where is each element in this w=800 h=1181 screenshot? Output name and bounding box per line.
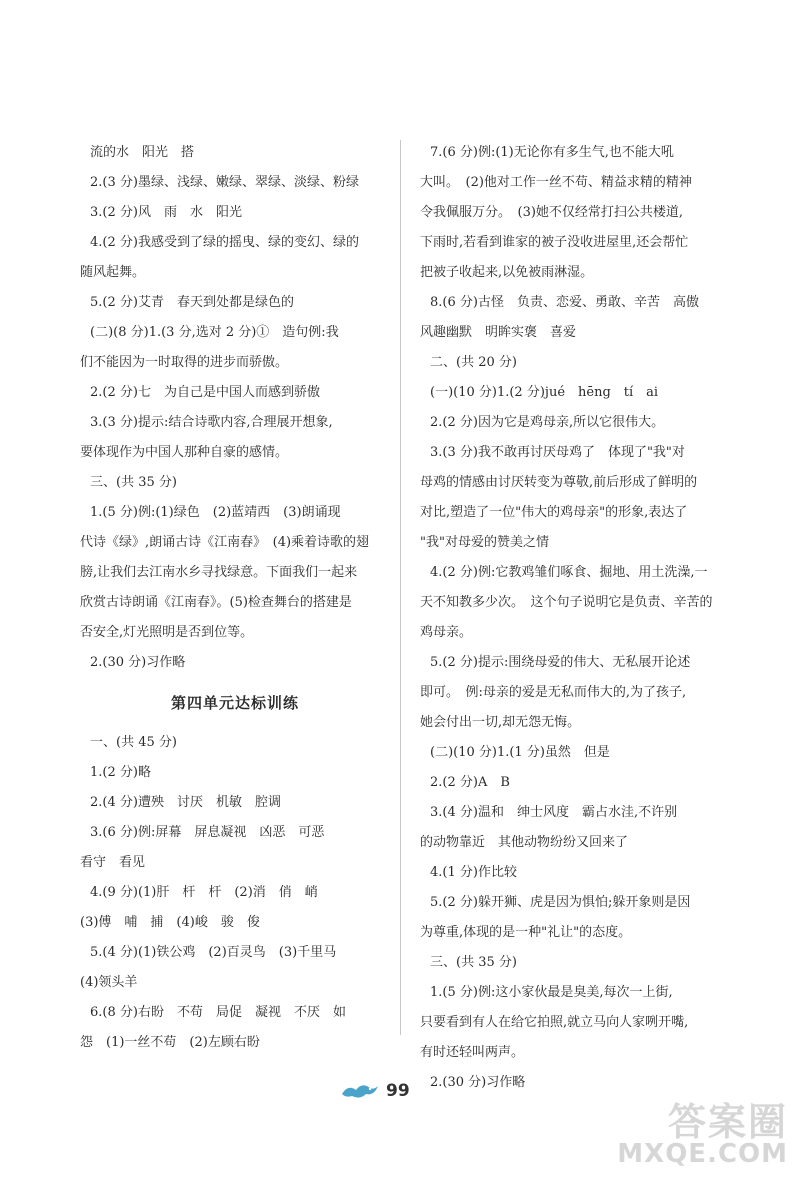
answer-line: 否安全,灯光照明是否到位等。 bbox=[80, 625, 254, 640]
answer-line: 下雨时,若看到谁家的被子没收进屋里,还会帮忙 bbox=[420, 235, 689, 250]
answer-line: 1.(2 分)略 bbox=[90, 765, 151, 780]
left-column bbox=[80, 138, 390, 678]
answer-line: 三、(共 35 分) bbox=[430, 955, 517, 970]
answer-line: 们不能因为一时取得的进步而骄傲。 bbox=[80, 355, 289, 370]
answer-line: 为尊重,体现的是一种"礼让"的态度。 bbox=[420, 925, 632, 940]
answer-line: 2.(2 分)A B bbox=[430, 775, 510, 790]
answer-line: 6.(8 分)右盼 不苟 局促 凝视 不厌 如 bbox=[90, 1005, 346, 1020]
answer-line: 2.(3 分)墨绿、浅绿、嫩绿、翠绿、淡绿、粉绿 bbox=[90, 175, 359, 190]
watermark-domain-text: MXQE.COM bbox=[617, 1139, 788, 1169]
answer-line: 5.(2 分)躲开狮、虎是因为惧怕;躲开象则是因 bbox=[430, 895, 691, 910]
answer-line: 风趣幽默 明眸实褒 喜爱 bbox=[420, 325, 577, 340]
answer-line: 2.(2 分)因为它是鸡母亲,所以它很伟大。 bbox=[430, 415, 665, 430]
answer-line: 只要看到有人在给它拍照,就立马向人家咧开嘴, bbox=[420, 1015, 689, 1030]
page-footer bbox=[340, 1080, 410, 1102]
answer-line: 3.(2 分)风 雨 水 阳光 bbox=[90, 205, 242, 220]
section-title: 第四单元达标训练 bbox=[170, 694, 299, 712]
answer-line: (3)傅 哺 捕 (4)峻 骏 俊 bbox=[80, 915, 260, 930]
answer-line: 8.(6 分)古怪 负责、恋爱、勇敢、辛苦 高傲 bbox=[430, 295, 699, 310]
answer-line: 4.(2 分)例:它教鸡雏们啄食、掘地、用土洗澡,一 bbox=[430, 565, 708, 580]
answer-line: 5.(2 分)艾青 春天到处都是绿色的 bbox=[90, 295, 294, 310]
site-watermark bbox=[608, 1091, 788, 1169]
answer-line: 代诗《绿》,朗诵古诗《江南春》 (4)乘着诗歌的翅 bbox=[80, 535, 370, 550]
answer-line: 看守 看见 bbox=[80, 855, 146, 870]
answer-line: 2.(30 分)习作略 bbox=[430, 1075, 526, 1090]
answer-line: (一)(10 分)1.(2 分)jué hēng tí ai bbox=[430, 385, 659, 400]
answer-line: 5.(2 分)提示:围绕母爱的伟大、无私展开论述 bbox=[430, 655, 691, 670]
answer-line: 3.(3 分)我不敢再讨厌母鸡了 体现了"我"对 bbox=[430, 445, 685, 460]
answer-line: 1.(5 分)例:(1)绿色 (2)蓝靖西 (3)朗诵现 bbox=[90, 505, 341, 520]
answer-line: 膀,让我们去江南水乡寻找绿意。下面我们一起来 bbox=[80, 565, 358, 580]
answer-line: 欣赏古诗朗诵《江南春》。(5)检查舞台的搭建是 bbox=[80, 595, 352, 610]
answer-line: (二)(8 分)1.(3 分,选对 2 分)① 造句例:我 bbox=[90, 325, 339, 340]
answer-line: 要体现作为中国人那种自豪的感情。 bbox=[80, 445, 289, 460]
answer-line: (二)(10 分)1.(1 分)虽然 但是 bbox=[430, 745, 610, 760]
answer-line: 鸡母亲。 bbox=[420, 625, 473, 640]
answer-line: 4.(9 分)(1)肝 杆 杆 (2)消 俏 峭 bbox=[90, 885, 318, 900]
answer-line: 令我佩服万分。 (3)她不仅经常打扫公共楼道, bbox=[420, 205, 684, 220]
answer-line: 母鸡的情感由讨厌转变为尊敬,前后形成了鲜明的 bbox=[420, 475, 698, 490]
answer-line: 把被子收起来,以免被雨淋湿。 bbox=[420, 265, 594, 280]
answer-line: 3.(4 分)温和 绅士风度 霸占水洼,不许别 bbox=[430, 805, 678, 820]
answer-line: 大叫。 (2)他对工作一丝不苟、精益求精的精神 bbox=[420, 175, 692, 190]
answer-line: 二、(共 20 分) bbox=[430, 355, 517, 370]
answer-line: (4)领头羊 bbox=[80, 975, 138, 990]
answer-line: 4.(1 分)作比较 bbox=[430, 865, 517, 880]
page-number: 99 bbox=[386, 1081, 410, 1101]
answer-line: 随风起舞。 bbox=[80, 265, 146, 280]
answer-line: 2.(2 分)七 为自己是中国人而感到骄傲 bbox=[90, 385, 320, 400]
answer-line: 2.(30 分)习作略 bbox=[90, 655, 186, 670]
answer-line: 一、(共 45 分) bbox=[90, 735, 177, 750]
answer-line: 3.(6 分)例:屏幕 屏息凝视 凶恶 可恶 bbox=[90, 825, 325, 840]
answer-line: 她会付出一切,却无怨无悔。 bbox=[420, 715, 581, 730]
answer-line: 2.(4 分)遭殃 讨厌 机敏 腔调 bbox=[90, 795, 281, 810]
answer-line: 4.(2 分)我感受到了绿的摇曳、绿的变幻、绿的 bbox=[90, 235, 359, 250]
answer-line: 三、(共 35 分) bbox=[90, 475, 177, 490]
answer-line: 即可。 例:母亲的爱是无私而伟大的,为了孩子, bbox=[420, 685, 687, 700]
answer-line: 5.(4 分)(1)铁公鸡 (2)百灵鸟 (3)千里马 bbox=[90, 945, 337, 960]
answer-line: 怨 (1)一丝不苟 (2)左顾右盼 bbox=[80, 1035, 260, 1050]
right-column bbox=[420, 138, 750, 1098]
watermark-logo-text: 答案圈 bbox=[667, 1100, 788, 1144]
answer-line: 有时还轻叫两声。 bbox=[420, 1045, 525, 1060]
answer-line: "我"对母爱的赞美之情 bbox=[420, 535, 549, 550]
left-column-lower bbox=[80, 728, 390, 1058]
column-divider bbox=[400, 140, 401, 1035]
answer-line: 的动物靠近 其他动物纷纷又回来了 bbox=[420, 835, 629, 850]
answer-line: 7.(6 分)例:(1)无论你有多生气,也不能大吼 bbox=[430, 145, 674, 160]
answer-line: 天不知教多少次。 这个句子说明它是负责、辛苦的 bbox=[420, 595, 713, 610]
bird-ornament-icon bbox=[340, 1080, 380, 1102]
answer-line: 对比,塑造了一位"伟大的鸡母亲"的形象,表达了 bbox=[420, 505, 688, 520]
answer-line: 1.(5 分)例:这小家伙最是臭美,每次一上街, bbox=[430, 985, 673, 1000]
answer-line: 流的水 阳光 搭 bbox=[90, 145, 195, 160]
answer-line: 3.(3 分)提示:结合诗歌内容,合理展开想象, bbox=[90, 415, 333, 430]
